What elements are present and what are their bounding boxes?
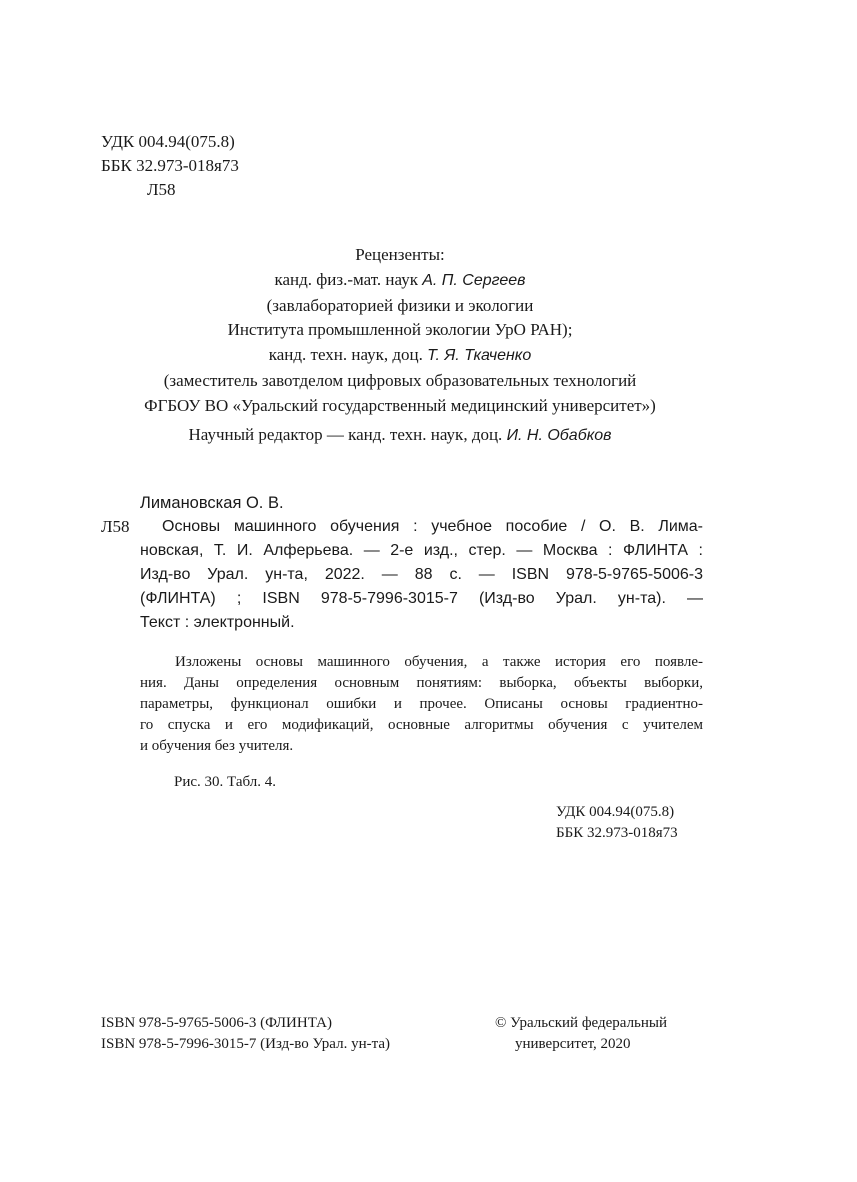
bibliographic-line: Изд-во Урал. ун-та, 2022. — 88 с. — ISBN 978-5-9765-5006-3 (140, 566, 703, 583)
classification-codes-bottom (556, 802, 678, 844)
isbn-block (101, 1013, 390, 1055)
reviewer-1-affiliation-2: Института промышленной экологии УрО РАН); (227, 320, 573, 340)
editor-label: Научный редактор — канд. техн. наук, доц. (188, 425, 507, 444)
udk-code-bottom: УДК 004.94(075.8) (556, 804, 675, 820)
isbn-line-2: ISBN 978-5-7996-3015-7 (Изд-во Урал. ун-та) (101, 1036, 390, 1052)
bibliographic-line: новская, Т. И. Алферьева. — 2-е изд., стер. — Москва : ФЛИНТА : (140, 542, 703, 559)
abstract-line: Изложены основы машинного обучения, а также история его появле- (175, 654, 703, 670)
editor-name: И. Н. Обабков (506, 427, 612, 444)
abstract-line: и обучения без учителя. (140, 738, 294, 754)
bibliographic-author: Лимановская О. В. (140, 494, 284, 512)
abstract (140, 652, 703, 757)
reviewer-1 (0, 268, 800, 294)
reviewer-2-affiliation-2: ФГБОУ ВО «Уральский государственный медицинский университет») (144, 395, 656, 415)
reviewer-1-affiliation-1: (завлабораторией физики и экологии (266, 295, 534, 315)
reviewer-1-degree: канд. физ.-мат. наук (274, 269, 423, 289)
copyright-line-1: © Уральский федеральный (495, 1015, 668, 1031)
reviewer-2 (0, 343, 800, 369)
classification-codes-top (101, 130, 239, 202)
bibliographic-code: Л58 (101, 517, 130, 536)
bibliographic-line: (ФЛИНТА) ; ISBN 978-5-7996-3015-7 (Изд-во Урал. ун-та). — (140, 590, 703, 607)
bibliographic-description (140, 515, 703, 635)
figures-tables-count: Рис. 30. Табл. 4. (174, 774, 276, 790)
reviewer-2-degree: канд. техн. наук, доц. (268, 345, 428, 365)
author-mark: Л58 (147, 180, 176, 199)
reviewer-1-name: А. П. Сергеев (422, 271, 526, 289)
abstract-line: го спуска и его модификаций, основные алгоритмы обучения с учителем (140, 717, 703, 733)
isbn-line-1: ISBN 978-5-9765-5006-3 (ФЛИНТА) (101, 1015, 332, 1031)
reviewers-block (0, 243, 800, 419)
reviewer-2-name: Т. Я. Ткаченко (427, 347, 532, 365)
reviewers-heading: Рецензенты: (355, 245, 445, 264)
copyright-line-2: университет, 2020 (515, 1036, 631, 1052)
scientific-editor (0, 423, 800, 448)
abstract-line: параметры, функционал ошибки и прочее. Описаны основы градиентно- (140, 696, 703, 712)
bibliographic-line: Текст : электронный. (140, 614, 295, 631)
bbk-code: ББК 32.973-018я73 (101, 156, 239, 175)
bibliographic-line: Основы машинного обучения : учебное пособие / О. В. Лима- (162, 518, 703, 535)
reviewer-2-affiliation-1: (заместитель завотделом цифровых образовательных технологий (163, 370, 637, 390)
abstract-line: ния. Даны определения основным понятиям: выборка, объекты выборки, (140, 675, 703, 691)
copyright-notice (495, 1013, 667, 1055)
bbk-code-bottom: ББК 32.973-018я73 (556, 825, 678, 841)
udk-code: УДК 004.94(075.8) (101, 132, 235, 151)
